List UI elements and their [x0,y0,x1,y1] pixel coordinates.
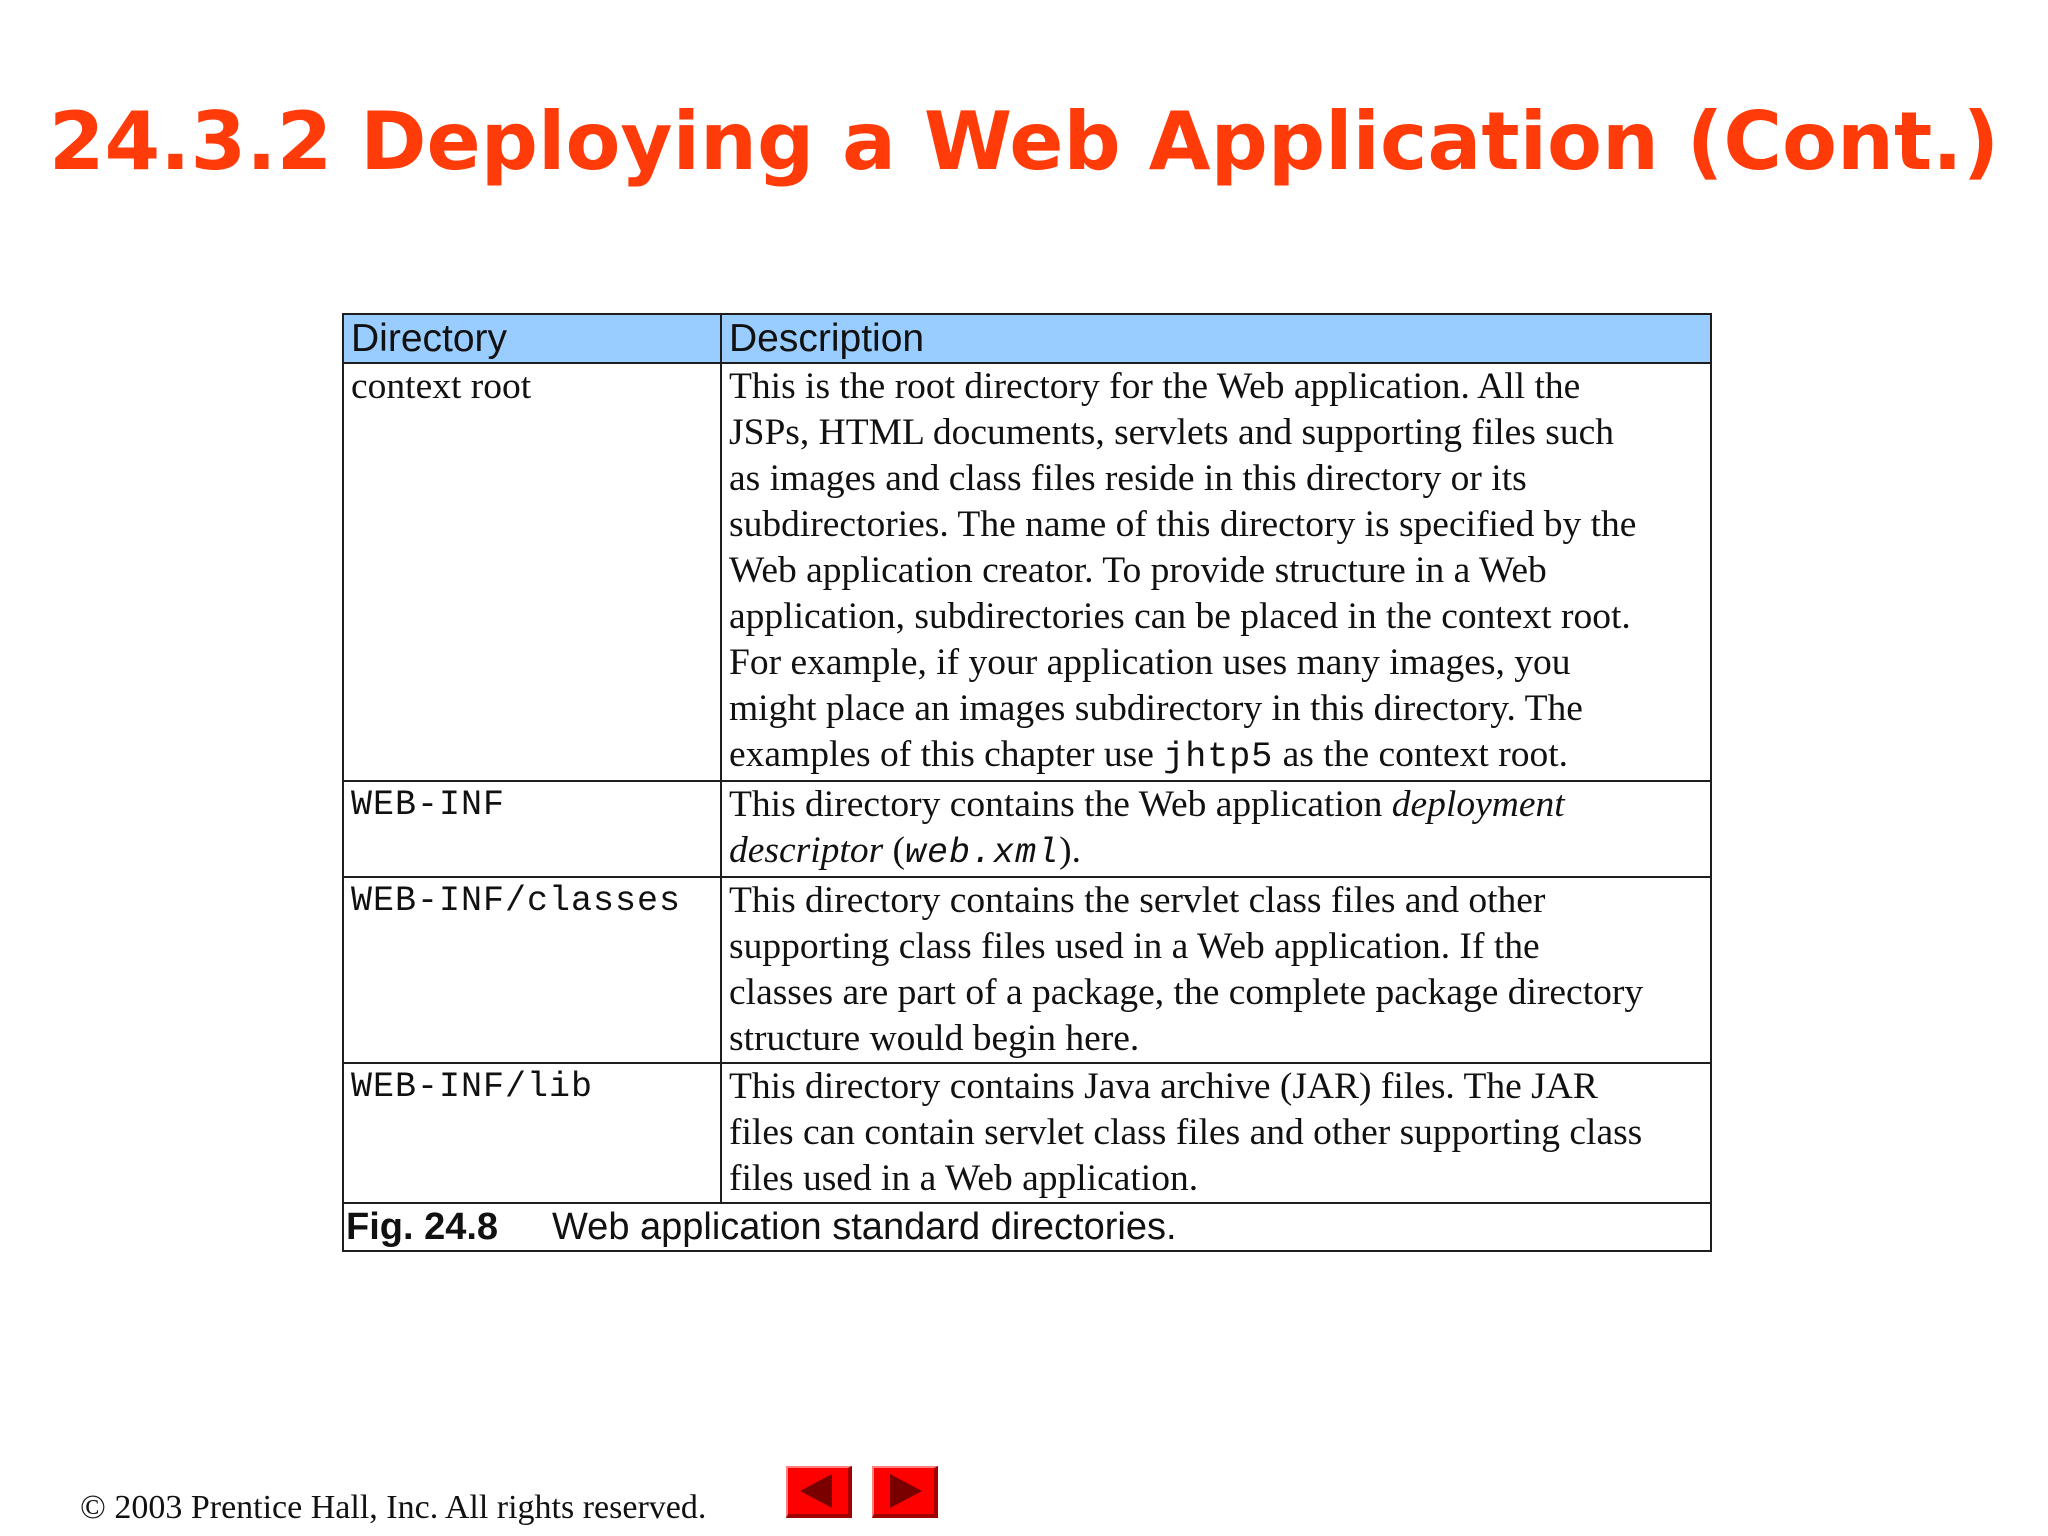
desc-line: This is the root directory for the Web application. All the [729,366,1581,407]
desc-line: This directory contains the servlet class files and other [729,880,1546,921]
previous-slide-button[interactable] [786,1466,852,1518]
directory-context-root: context root [343,363,721,781]
desc-line [729,828,1706,876]
desc-line [729,782,1706,828]
code-jhtp5: jhtp5 [1163,737,1274,777]
desc-text: examples of this chapter use [729,734,1164,775]
copyright-symbol: © [80,1489,106,1526]
header-directory: Directory [343,314,721,363]
desc-text: as the context root. [1273,734,1568,775]
desc-text: This directory contains the Web application [729,784,1392,825]
desc-line: files can contain servlet class files and other supporting class [729,1112,1643,1153]
copyright-notice [80,1488,706,1528]
desc-line: structure would begin here. [729,1018,1140,1059]
figure-caption-text: Web application standard directories. [552,1206,1177,1248]
caption-row [343,1203,1711,1251]
figure-caption [343,1203,1711,1251]
description-web-inf [721,781,1711,877]
description-web-inf-classes [721,877,1711,1063]
figure-label: Fig. 24.8 [346,1206,499,1248]
desc-line: supporting class files used in a Web application. If the [729,926,1540,967]
desc-line: files used in a Web application. [729,1158,1199,1199]
table-header-row [343,314,1711,363]
desc-line: as images and class files reside in this directory or its [729,458,1527,499]
table-row [343,781,1711,877]
directories-table [342,313,1712,1252]
desc-text: ( [883,830,906,871]
desc-line: For example, if your application uses many images, you [729,642,1571,683]
copyright-text: 2003 Prentice Hall, Inc. All rights reserved. [105,1489,707,1526]
table-row [343,363,1711,781]
desc-italic: descriptor [729,830,884,871]
table-row [343,877,1711,1063]
right-arrow-icon [874,1468,934,1514]
directory-web-inf: WEB-INF [343,781,721,877]
header-description: Description [721,314,1711,363]
desc-line: JSPs, HTML documents, servlets and supporting files such [729,412,1615,453]
desc-line: application, subdirectories can be placed in the context root. [729,596,1631,637]
next-slide-button[interactable] [872,1466,938,1518]
table-row [343,1063,1711,1203]
directory-web-inf-classes: WEB-INF/classes [343,877,721,1063]
left-arrow-icon [788,1468,848,1514]
desc-line: might place an images subdirectory in this directory. The [729,688,1583,729]
description-context-root [721,363,1711,781]
description-web-inf-lib [721,1063,1711,1203]
desc-line: This directory contains Java archive (JAR) files. The JAR [729,1066,1598,1107]
slide-title: 24.3.2 Deploying a Web Application (Cont.) [48,95,2000,188]
desc-line: classes are part of a package, the complete package directory [729,972,1644,1013]
desc-line: subdirectories. The name of this directory is specified by the [729,504,1637,545]
desc-line [729,732,1706,780]
desc-text: ). [1059,830,1081,871]
desc-italic: deployment [1391,784,1565,825]
code-web-xml: web.xml [905,833,1060,873]
directory-web-inf-lib: WEB-INF/lib [343,1063,721,1203]
desc-line: Web application creator. To provide structure in a Web [729,550,1547,591]
